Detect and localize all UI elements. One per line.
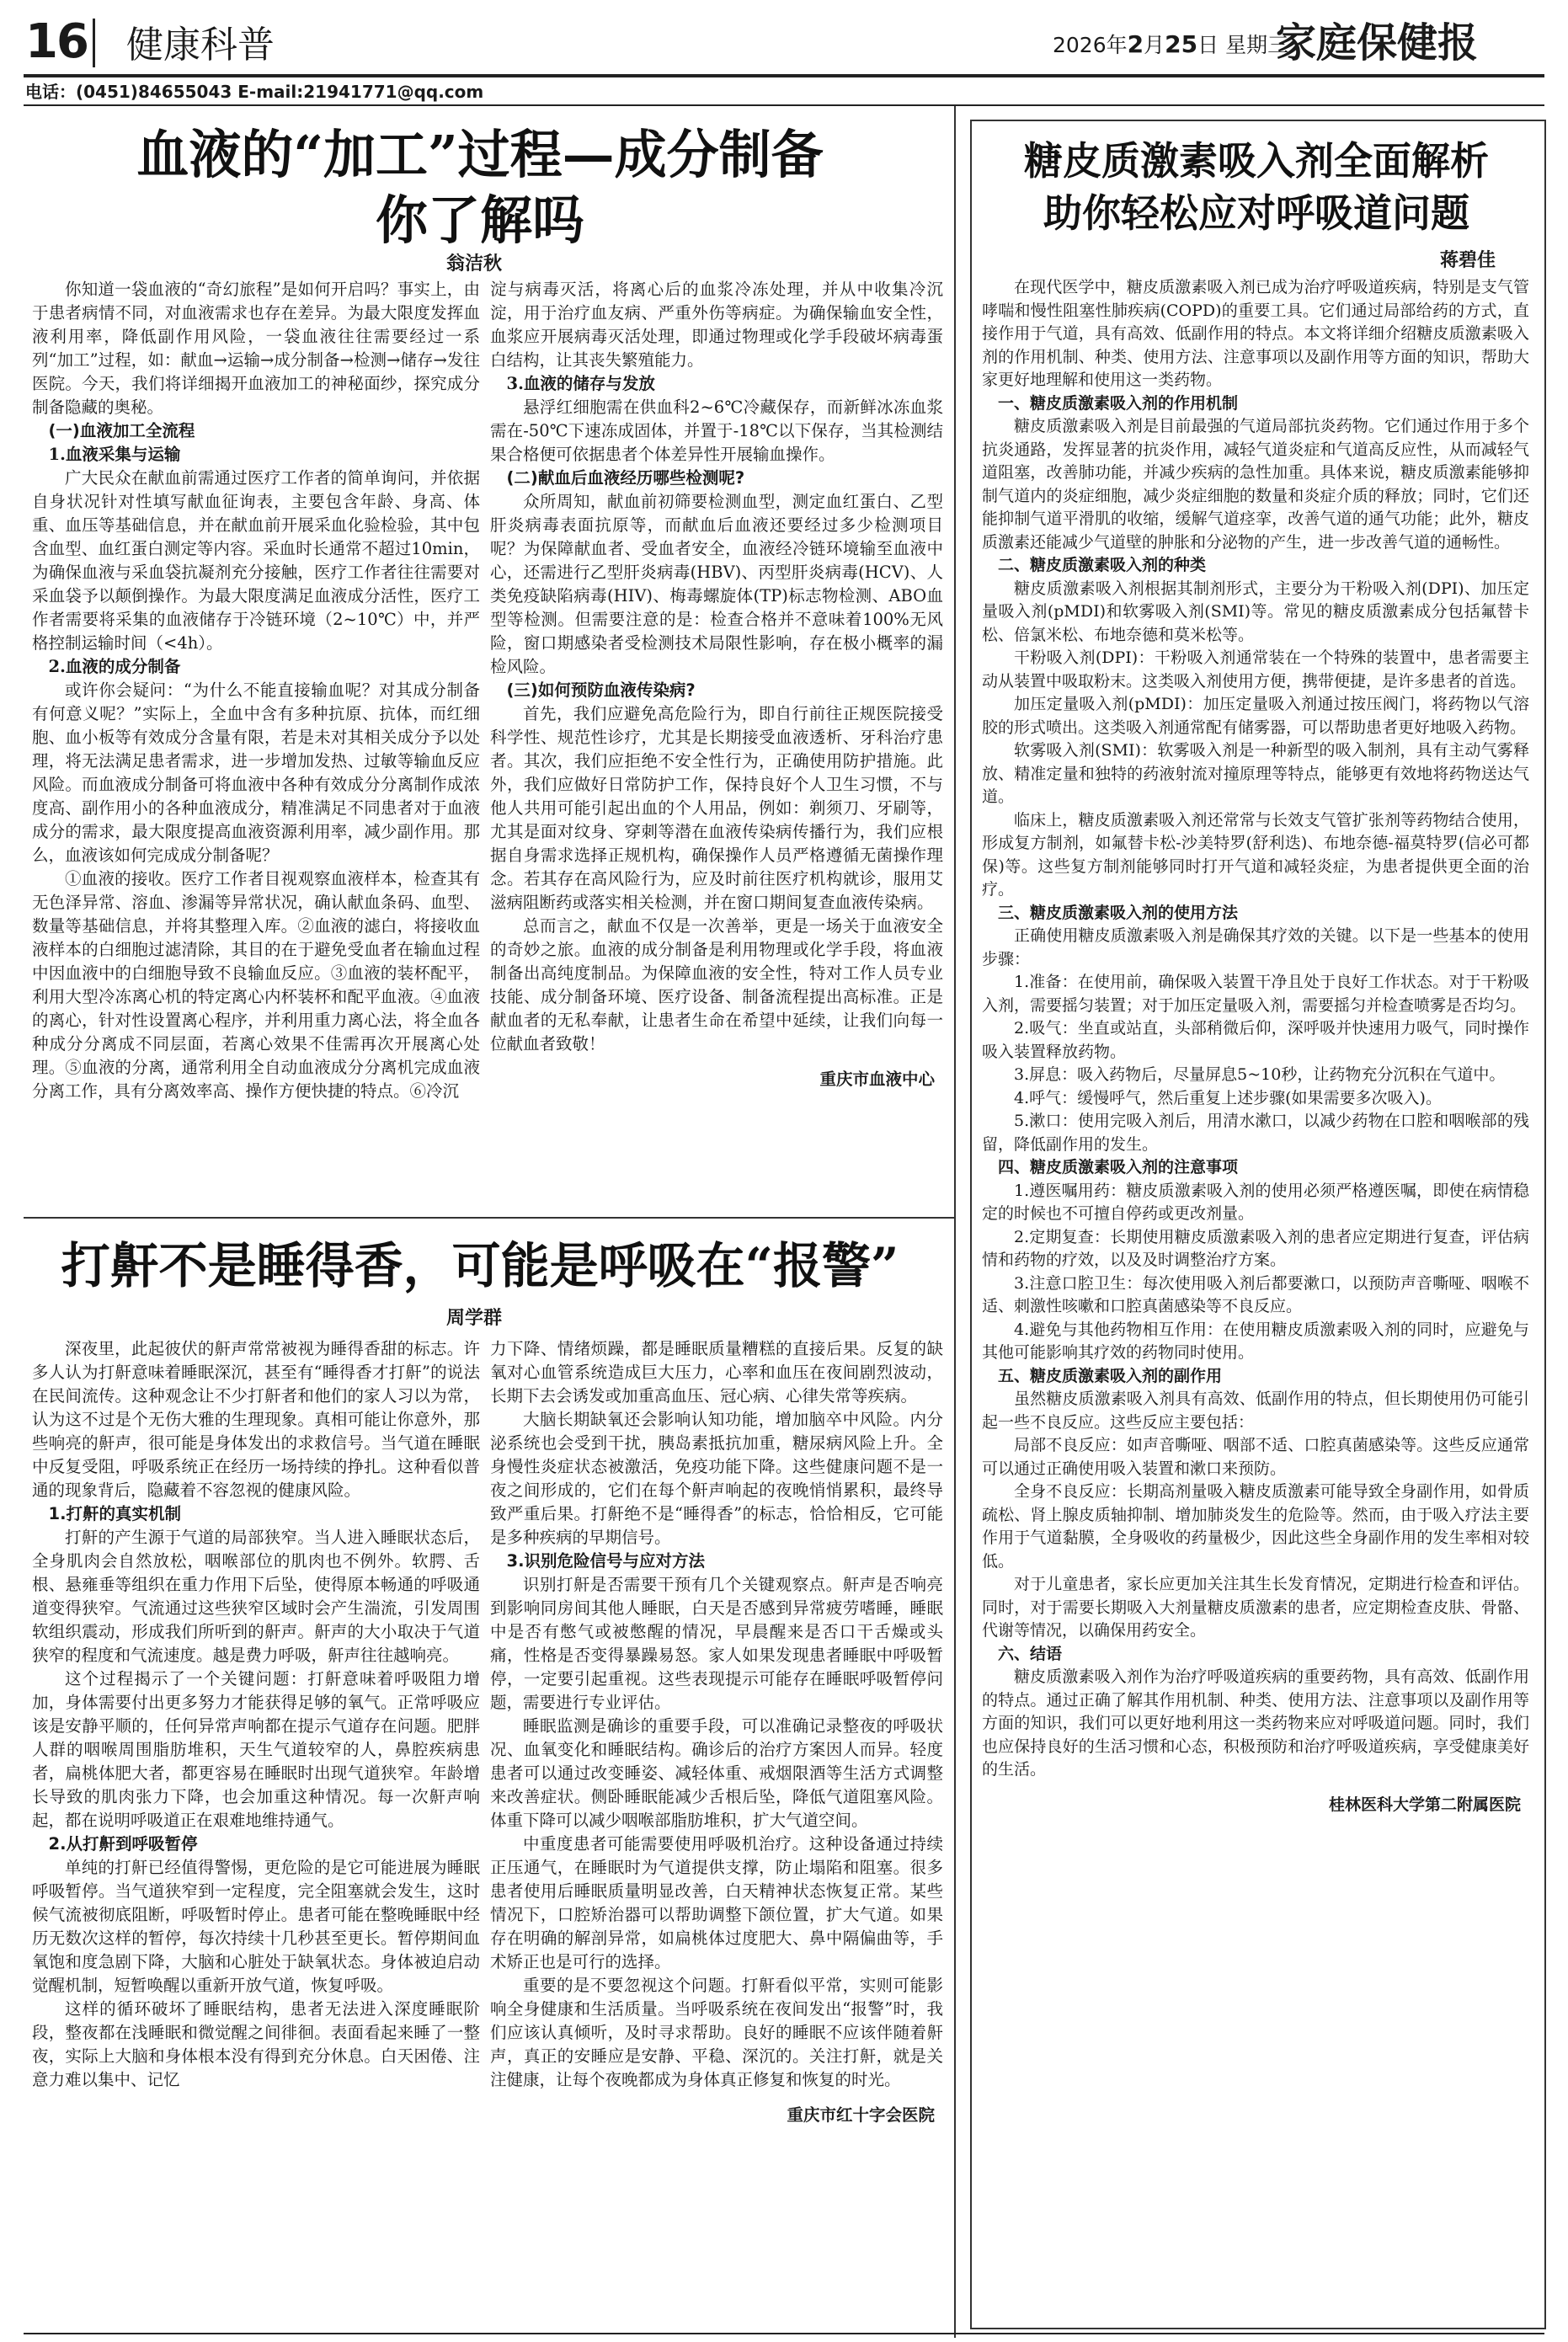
paragraph: 悬浮红细胞需在供血科2~6℃冷藏保存，而新鲜冰冻血浆需在-50℃下速冻成固体，并置于-18℃以下保存，当其检测结果合格便可依据患者个体差异性开展输血操作。 bbox=[490, 397, 943, 464]
date-month: 2 bbox=[1127, 30, 1144, 58]
subheading: 2.从打鼾到呼吸暂停 bbox=[48, 1834, 198, 1854]
paragraph: 力下降、情绪烦躁，都是睡眠质量糟糕的直接后果。反复的缺氧对心血管系统造成巨大压力，心率和血压在夜间剧烈波动，长期下去会诱发或加重高血压、冠心病、心律失常等疾病。 bbox=[490, 1339, 943, 1406]
paragraph: 4.避免与其他药物相互作用：在使用糖皮质激素吸入剂的同时，应避免与其他可能影响其疗效的药物同时使用。 bbox=[982, 1320, 1529, 1362]
paragraph: 1.遵医嘱用药：糖皮质激素吸入剂的使用必须严格遵医嘱，即使在病情稳定的时候也不可擅自停药或更改剂量。 bbox=[982, 1181, 1529, 1223]
subheading: (三)如何预防血液传染病? bbox=[506, 680, 696, 700]
article2-title: 打鼾不是睡得香，可能是呼吸在“报警” bbox=[61, 1237, 899, 1294]
article1-title-line2: 你了解吗 bbox=[375, 189, 584, 251]
date-year-suffix: 年 bbox=[1106, 33, 1128, 57]
article-source: 桂林医科大学第二附属医院 bbox=[1328, 1795, 1521, 1814]
article1-column-2 bbox=[490, 278, 943, 1211]
date-day-suffix: 日 bbox=[1197, 33, 1219, 57]
article-source: 重庆市血液中心 bbox=[819, 1070, 935, 1089]
paragraph: 首先，我们应避免高危险行为，即自行前往正规医院接受科学性、规范性诊疗，尤其是长期接受血液透析、牙科治疗患者。其次，我们应拒绝不安全性行为，正确使用防护措施。此外，我们应做好日常防护工作，保持良好个人卫生习惯，不与他人共用可能引起出血的个人用品，例如：剃须刀、牙刷等，尤其是面对纹身、穿刺等潜在血液传染病传播行为，我们应根据自身需求选择正规机构，确保操作人员严格遵循无菌操作理念。若其存在高风险行为，应及时前往医疗机构就诊，服用艾滋病阻断药或落实相关检测，并在窗口期间复查血液传染病。 bbox=[490, 704, 943, 912]
paragraph: 3.屏息：吸入药物后，尽量屏息5~10秒，让药物充分沉积在气道中。 bbox=[1014, 1065, 1506, 1084]
paragraph: 临床上，糖皮质激素吸入剂还常常与长效支气管扩张剂等药物结合使用，形成复方制剂，如氟替卡松-沙美特罗(舒利迭)、布地奈德-福莫特罗(信必可都保)等。这些复方制剂能够同时打开气道和减轻炎症，为患者提供更全面的治疗。 bbox=[982, 810, 1529, 899]
issue-date bbox=[1053, 32, 1288, 58]
subheading: 五、糖皮质激素吸入剂的副作用 bbox=[998, 1366, 1223, 1385]
paragraph: 深夜里，此起彼伏的鼾声常常被视为睡得香甜的标志。许多人认为打鼾意味着睡眠深沉，甚至有“睡得香才打鼾”的说法在民间流传。这种观念让不少打鼾者和他们的家人习以为常，认为这不过是个无伤大雅的生理现象。真相可能让你意外，那些响亮的鼾声，很可能是身体发出的求救信号。当气道在睡眠中反复受阻，呼吸系统正在经历一场持续的挣扎。这种看似普通的现象背后，隐藏着不容忽视的健康风险。 bbox=[32, 1339, 480, 1500]
article3-title-line2: 助你轻松应对呼吸道问题 bbox=[1043, 190, 1469, 236]
subheading: 1.血液采集与运输 bbox=[48, 445, 181, 464]
column-divider bbox=[954, 106, 956, 2338]
paragraph: 睡眠监测是确诊的重要手段，可以准确记录整夜的呼吸状况、血氧变化和睡眠结构。确诊后的治疗方案因人而异。轻度患者可以通过改变睡姿、减轻体重、戒烟限酒等生活方式调整来改善症状。侧卧睡眠能减少舌根后坠，降低气道阻塞风险。体重下降可以减少咽喉部脂肪堆积，扩大气道空间。 bbox=[490, 1716, 943, 1830]
subheading: 1.打鼾的真实机制 bbox=[48, 1504, 181, 1523]
subheading: (二)献血后血液经历哪些检测呢? bbox=[506, 468, 745, 488]
paragraph: 打鼾的产生源于气道的局部狭窄。当人进入睡眠状态后，全身肌肉会自然放松，咽喉部位的肌肉也不例外。软腭、舌根、悬雍垂等组织在重力作用下后坠，使得原本畅通的呼吸通道变得狭窄。气流通过这些狭窄区域时会产生湍流，引发周围软组织震动，形成我们所听到的鼾声。鼾声的大小取决于气道狭窄的程度和气流速度。越是费力呼吸，鼾声往往越响亮。 bbox=[32, 1528, 480, 1665]
paragraph: 2.定期复查：长期使用糖皮质激素吸入剂的患者应定期进行复查，评估病情和药物的疗效，以及及时调整治疗方案。 bbox=[982, 1227, 1529, 1269]
weekday: 星期三 bbox=[1225, 33, 1289, 57]
article3-title bbox=[977, 135, 1536, 239]
paragraph: 5.漱口：使用完吸入剂后，用清水漱口，以减少药物在口腔和咽喉部的残留，降低副作用的发生。 bbox=[982, 1112, 1529, 1154]
paragraph: 单纯的打鼾已经值得警惕，更危险的是它可能进展为睡眠呼吸暂停。当气道狭窄到一定程度，完全阻塞就会发生，这时候气流被彻底阻断，呼吸暂时停止。患者可能在整晚睡眠中经历无数次这样的暂停，每次持续十几秒甚至更长。暂停期间血氧饱和度急剧下降，大脑和心脏处于缺氧状态。身体被迫启动觉醒机制，短暂唤醒以重新开放气道，恢复呼吸。 bbox=[32, 1858, 480, 1995]
article2-column-1 bbox=[32, 1337, 480, 2329]
subheading: 3.识别危险信号与应对方法 bbox=[506, 1551, 705, 1571]
paragraph: 大脑长期缺氧还会影响认知功能，增加脑卒中风险。内分泌系统也会受到干扰，胰岛素抵抗加重，糖尿病风险上升。全身慢性炎症状态被激活，免疫功能下降。这些健康问题不是一夜之间形成的，它们在每个鼾声响起的夜晚悄悄累积，最终导致严重后果。打鼾绝不是“睡得香”的标志，恰恰相反，它可能是多种疾病的早期信号。 bbox=[490, 1410, 943, 1547]
paragraph: 软雾吸入剂(SMI)：软雾吸入剂是一种新型的吸入制剂，具有主动气雾释放、精准定量和独特的药液射流对撞原理等特点，能够更有效地将药物送达气道。 bbox=[982, 741, 1529, 806]
paragraph: 局部不良反应：如声音嘶哑、咽部不适、口腔真菌感染等。这些反应通常可以通过正确使用吸入装置和漱口来预防。 bbox=[982, 1436, 1529, 1478]
paragraph: 识别打鼾是否需要干预有几个关键观察点。鼾声是否响亮到影响同房间其他人睡眠，白天是否感到异常疲劳嗜睡，睡眠中是否有憋气或被憋醒的情况，早晨醒来是否口干舌燥或头痛，性格是否变得暴躁易怒。家人如果发现患者睡眠中呼吸暂停，一定要引起重视。这些表现提示可能存在睡眠呼吸暂停问题，需要进行专业评估。 bbox=[490, 1575, 943, 1712]
paragraph: 加压定量吸入剂(pMDI)：加压定量吸入剂通过按压阀门，将药物以气溶胶的形式喷出。这类吸入剂通常配有储雾器，可以帮助患者更好地吸入药物。 bbox=[982, 695, 1529, 737]
paragraph: 总而言之，献血不仅是一次善举，更是一场关于血液安全的奇妙之旅。血液的成分制备是利用物理或化学手段，将血液制备出高纯度制品。为保障血液的安全性，特对工作人员专业技能、成分制备环境、医疗设备、制备流程提出高标准。正是献血者的无私奉献，让患者生命在希望中延续，让我们向每一位献血者致敬！ bbox=[490, 916, 943, 1054]
paragraph: 这样的循环破坏了睡眠结构，患者无法进入深度睡眠阶段，整夜都在浅睡眠和微觉醒之间徘徊。表面看起来睡了一整夜，实际上大脑和身体根本没有得到充分休息。白天困倦、注意力难以集中、记忆 bbox=[32, 1999, 480, 2089]
paragraph: 2.吸气：坐直或站直，头部稍微后仰，深呼吸并快速用力吸气，同时操作吸入装置释放药物。 bbox=[982, 1019, 1529, 1061]
subheading: 2.血液的成分制备 bbox=[48, 657, 181, 676]
article1-column-1 bbox=[32, 278, 480, 1211]
paragraph: 虽然糖皮质激素吸入剂具有高效、低副作用的特点，但长期使用仍可能引起一些不良反应。这些反应主要包括： bbox=[982, 1390, 1529, 1432]
paragraph: 中重度患者可能需要使用呼吸机治疗。这种设备通过持续正压通气，在睡眠时为气道提供支撑，防止塌陷和阻塞。很多患者使用后睡眠质量明显改善，白天精神状态恢复正常。某些情况下，口腔矫治器可以帮助调整下颌位置，扩大气道。如果存在明确的解剖异常，如扁桃体过度肥大、鼻中隔偏曲等，手术矫正也是可行的选择。 bbox=[490, 1834, 943, 1971]
paragraph: ①血液的接收。医疗工作者目视观察血液样本，检查其有无色泽异常、溶血、渗漏等异常状况，确认献血条码、血型、数量等基础信息，并将其整理入库。②血液的滤白，将接收血液样本的白细胞过滤清除，其目的在于避免受血者在输血过程中因血液中的白细胞导致不良输血反应。③血液的装杯配平，利用大型冷冻离心机的特定离心内杯装杯和配平血液。④血液的离心，针对性设置离心程序，并利用重力离心法，将全血各种成分分离成不同层面，若离心效果不佳需再次开展离心处理。⑤血液的分离，通常利用全自动血液成分分离机完成血液分离工作，具有分离效率高、操作方便快捷的特点。⑥冷沉 bbox=[32, 869, 480, 1101]
paragraph: 淀与病毒灭活，将离心后的血浆冷冻处理，并从中收集冷沉淀，用于治疗血友病、严重外伤等病症。为确保输血安全性，血浆应开展病毒灭活处理，即通过物理或化学手段破坏病毒蛋白结构，让其丧失繁殖能力。 bbox=[490, 280, 943, 370]
article-source: 重庆市红十字会医院 bbox=[787, 2105, 935, 2125]
paragraph: 众所周知，献血前初筛要检测血型，测定血红蛋白、乙型肝炎病毒表面抗原等，而献血后血液还要经过多少检测项目呢？为保障献血者、受血者安全，血液经冷链环境输至血液中心，还需进行乙型肝炎病毒(HBV)、丙型肝炎病毒(HCV)、人类免疫缺陷病毒(HIV)、梅毒螺旋体(TP)标志物检测、ABO血型等检测。但需要注意的是：检查合格并不意味着100%无风险，窗口期感染者受检测技术局限性影响，存在极小概率的漏检风险。 bbox=[490, 492, 943, 676]
article-divider bbox=[24, 1217, 954, 1219]
paragraph: 对于儿童患者，家长应更加关注其生长发育情况，定期进行检查和评估。同时，对于需要长期吸入大剂量糖皮质激素的患者，应定期检查皮肤、骨骼、代谢等情况，以确保用药安全。 bbox=[982, 1575, 1529, 1640]
article3-author: 蒋碧佳 bbox=[1440, 250, 1496, 271]
paragraph: 全身不良反应：长期高剂量吸入糖皮质激素可能导致全身副作用，如骨质疏松、肾上腺皮质轴抑制、增加肺炎发生的危险等。然而，由于吸入疗法主要作用于气道黏膜，全身吸收的药量极少，因此这些全身副作用的发生率相对较低。 bbox=[982, 1482, 1529, 1571]
subheading: 3.血液的储存与发放 bbox=[506, 374, 655, 393]
date-year: 2026 bbox=[1053, 33, 1107, 57]
page-number: 16 bbox=[25, 14, 88, 69]
article2-column-2 bbox=[490, 1337, 943, 2329]
paragraph: 4.呼气：缓慢呼气，然后重复上述步骤(如果需要多次吸入)。 bbox=[1014, 1088, 1442, 1107]
article1-title-line1: 血液的“加工”过程—成分制备 bbox=[136, 124, 824, 185]
subheading: (一)血液加工全流程 bbox=[48, 421, 195, 440]
subheading: 二、糖皮质激素吸入剂的种类 bbox=[998, 556, 1207, 574]
contact-line: 电话：(0451)84655043 E-mail:21941771@qq.com bbox=[25, 82, 484, 102]
article3-title-line1: 糖皮质激素吸入剂全面解析 bbox=[1024, 138, 1489, 184]
paragraph: 或许你会疑问：“为什么不能直接输血呢？对其成分制备有何意义呢？”实际上，全血中含有多种抗原、抗体，而红细胞、血小板等有效成分含量有限，若是未对其相关成分予以处理，将无法满足患者需求，进一步增加发热、过敏等输血反应风险。而血液成分制备可将血液中各种有效成分分离制作成浓度高、副作用小的各种血液成分，精准满足不同患者对于血液成分的需求，最大限度提高血液资源利用率，减少副作用。那么，血液该如何完成成分制备呢？ bbox=[32, 680, 480, 865]
date-day: 25 bbox=[1165, 30, 1198, 58]
subheading: 三、糖皮质激素吸入剂的使用方法 bbox=[998, 903, 1239, 922]
section-title: 健康科普 bbox=[126, 24, 275, 67]
paragraph: 你知道一袋血液的“奇幻旅程”是如何开启吗？事实上，由于患者病情不同，对血液需求也存在差异。为最大限度发挥血液利用率，降低副作用风险，一袋血液往往需要经过一系列“加工”过程，如：献血→运输→成分制备→检测→储存→发往医院。今天，我们将详细揭开血液加工的神秘面纱，探究成分制备隐藏的奥秘。 bbox=[32, 280, 480, 417]
subheading: 一、糖皮质激素吸入剂的作用机制 bbox=[998, 393, 1239, 413]
paragraph: 1.准备：在使用前，确保吸入装置干净且处于良好工作状态。对于干粉吸入剂，需要摇匀装置；对于加压定量吸入剂，需要摇匀并检查喷雾是否均匀。 bbox=[982, 973, 1529, 1015]
date-month-suffix: 月 bbox=[1144, 33, 1165, 57]
article1-author: 翁洁秋 bbox=[446, 253, 503, 275]
bottom-rule bbox=[24, 2333, 1544, 2334]
paragraph: 广大民众在献血前需通过医疗工作者的简单询问，并依据自身状况针对性填写献血征询表，主要包含年龄、身高、体重、血压等基础信息，并在献血前开展采血化验检验，其中包含血型、血红蛋白测定等内容。采血时长通常不超过10min，为确保血液与采血袋抗凝剂充分接触，医疗工作者往往需要对采血袋予以颠倒操作。为最大限度满足血液成分活性，医疗工作者需要将采集的血液储存于冷链环境（2~10℃）中，并严格控制运输时间（<4h）。 bbox=[32, 468, 480, 653]
masthead: 家庭保健报 bbox=[1276, 19, 1479, 67]
paragraph: 重要的是不要忽视这个问题。打鼾看似平常，实则可能影响全身健康和生活质量。当呼吸系统在夜间发出“报警”时，我们应该认真倾听，及时寻求帮助。良好的睡眠不应该伴随着鼾声，真正的安睡应是安静、平稳、深沉的。关注打鼾，就是关注健康，让每个夜晚都成为身体真正修复和恢复的时光。 bbox=[490, 1976, 943, 2089]
contact-rule bbox=[24, 104, 1544, 106]
paragraph: 这个过程揭示了一个关键问题：打鼾意味着呼吸阻力增加，身体需要付出更多努力才能获得足够的氧气。正常呼吸应该是安静平顺的，任何异常声响都在提示气道存在问题。肥胖人群的咽喉周围脂肪堆积，天生气道较窄的人，鼻腔疾病患者，扁桃体肥大者，都更容易在睡眠时出现气道狭窄。年龄增长导致的肌肉张力下降，也会加重这种情况。每一次鼾声响起，都在说明呼吸道正在艰难地维持通气。 bbox=[32, 1669, 480, 1830]
subheading: 四、糖皮质激素吸入剂的注意事项 bbox=[998, 1158, 1239, 1176]
paragraph: 正确使用糖皮质激素吸入剂是确保其疗效的关键。以下是一些基本的使用步骤： bbox=[982, 926, 1529, 968]
paragraph: 糖皮质激素吸入剂根据其制剂形式，主要分为干粉吸入剂(DPI)、加压定量吸入剂(pMDI)和软雾吸入剂(SMI)等。常见的糖皮质激素成分包括氟替卡松、倍氯米松、布地奈德和莫米松等。 bbox=[982, 579, 1529, 644]
article3-body bbox=[982, 276, 1529, 2321]
paragraph: 糖皮质激素吸入剂作为治疗呼吸道疾病的重要药物，具有高效、低副作用的特点。通过正确了解其作用机制、种类、使用方法、注意事项以及副作用等方面的知识，我们可以更好地利用这一类药物来应对呼吸道问题。同时，我们也应保持良好的生活习惯和心态，积极预防和治疗呼吸道疾病，享受健康美好的生活。 bbox=[982, 1667, 1529, 1779]
paragraph: 在现代医学中，糖皮质激素吸入剂已成为治疗呼吸道疾病，特别是支气管哮喘和慢性阻塞性肺疾病(COPD)的重要工具。它们通过局部给药的方式，直接作用于气道，具有高效、低副作用的特点。本文将详细介绍糖皮质激素吸入剂的作用机制、种类、使用方法、注意事项以及副作用等方面的知识，帮助大家更好地理解和使用这一类药物。 bbox=[982, 278, 1529, 389]
paragraph: 糖皮质激素吸入剂是目前最强的气道局部抗炎药物。它们通过作用于多个抗炎通路，发挥显著的抗炎作用，减轻气道炎症和气道高反应性，从而减轻气道阻塞，改善肺功能，并减少疾病的急性加重。具体来说，糖皮质激素能够抑制气道内的炎症细胞，减少炎症细胞的数量和炎症介质的释放；同时，它们还能抑制气道平滑肌的收缩，缓解气道痉挛，改善气道的通气功能；此外，糖皮质激素还能减少气道壁的肿胀和分泌物的产生，进一步改善气道的通畅性。 bbox=[982, 417, 1529, 552]
header-rule bbox=[24, 74, 1544, 77]
article1-title bbox=[34, 122, 926, 253]
paragraph: 3.注意口腔卫生：每次使用吸入剂后都要漱口，以预防声音嘶哑、咽喉不适、刺激性咳嗽和口腔真菌感染等不良反应。 bbox=[982, 1273, 1529, 1315]
paragraph: 干粉吸入剂(DPI)：干粉吸入剂通常装在一个特殊的装置中，患者需要主动从装置中吸取粉末。这类吸入剂使用方便，携带便捷，是许多患者的首选。 bbox=[982, 648, 1529, 691]
subheading: 六、结语 bbox=[998, 1644, 1063, 1663]
article2-author: 周学群 bbox=[446, 1308, 503, 1329]
header-separator bbox=[93, 19, 95, 67]
